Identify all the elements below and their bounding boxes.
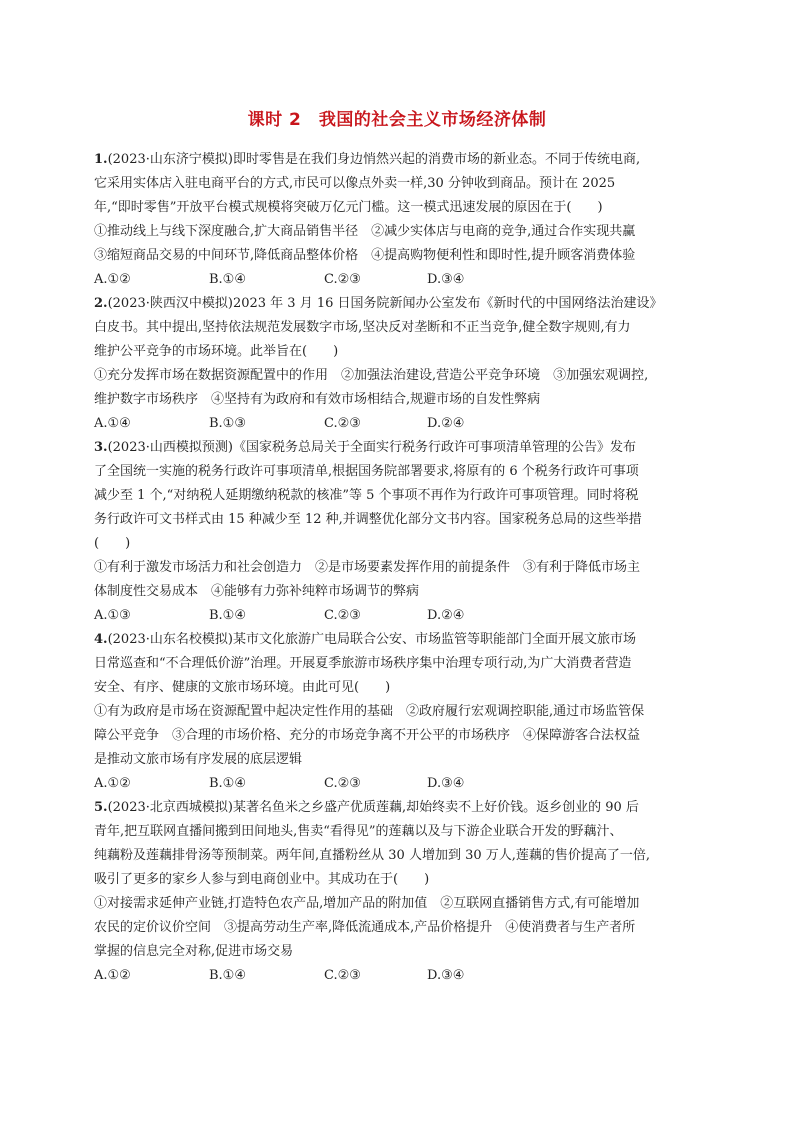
question-text: 了全国统一实施的税务行政许可事项清单,根据国务院部署要求,将原有的 6 个税务行政许可事项 bbox=[94, 464, 639, 479]
question-text: 它采用实体店入驻电商平台的方式,市民可以像点外卖一样,30 分钟收到商品。预计在 2025 bbox=[94, 176, 616, 191]
question-line bbox=[94, 844, 650, 868]
question-number: 5. bbox=[94, 800, 108, 815]
question-line bbox=[94, 580, 419, 604]
question-text: (2023·陕西汉中模拟)2023 年 3 月 16 日国务院新闻办公室发布《新时代的中国网络法治建设》 bbox=[107, 296, 663, 311]
question-text: 体制度性交易成本 ④能够有力弥补纯粹市场调节的弊病 bbox=[94, 584, 420, 599]
question-line bbox=[94, 508, 642, 532]
question-text: 白皮书。其中提出,坚持依法规范发展数字市场,坚决反对垄断和不正当竞争,健全数字规则,有力 bbox=[94, 320, 631, 335]
answer-option-c[interactable]: C.②③ bbox=[324, 416, 361, 431]
answer-option-d[interactable]: D.③④ bbox=[427, 776, 465, 791]
question-line bbox=[94, 364, 648, 388]
question-text: 年,“即时零售”开放平台模式规模将突破万亿元门槛。这一模式迅速发展的原因在于( ) bbox=[94, 200, 603, 215]
question-line bbox=[94, 868, 429, 892]
question-line bbox=[94, 340, 338, 364]
answer-option-c[interactable]: C.②③ bbox=[324, 272, 361, 287]
question-line bbox=[94, 316, 631, 340]
question-text: 务行政许可文书样式由 15 种减少至 12 种,并调整优化部分文书内容。国家税务总局的这些举措 bbox=[94, 512, 642, 527]
question-line bbox=[94, 388, 540, 412]
question-text: 掌握的信息完全对称,促进市场交易 bbox=[94, 944, 294, 959]
answer-option-c[interactable]: C.②③ bbox=[324, 776, 361, 791]
question-line bbox=[94, 916, 635, 940]
question-line bbox=[94, 724, 640, 748]
page-title: 课时 2 我国的社会主义市场经济体制 bbox=[247, 110, 547, 130]
question-text: 维护数字市场秩序 ④坚持有为政府和有效市场相结合,规避市场的自发性弊病 bbox=[94, 392, 541, 407]
question-line bbox=[94, 628, 636, 652]
question-text: 日常巡查和“不合理低价游”治理。开展夏季旅游市场秩序集中治理专项行动,为广大消费者营造 bbox=[94, 656, 632, 671]
question-text: 安全、有序、健康的文旅市场环境。由此可见( ) bbox=[94, 680, 391, 695]
question-line bbox=[94, 700, 644, 724]
question-line bbox=[94, 196, 603, 220]
question-line bbox=[94, 652, 631, 676]
question-text: (2023·北京西城模拟)某著名鱼米之乡盛产优质莲藕,却始终卖不上好价钱。返乡创业的 90 后 bbox=[107, 800, 639, 815]
question-number: 4. bbox=[94, 632, 108, 647]
question-line bbox=[94, 820, 623, 844]
answer-option-d[interactable]: D.②④ bbox=[427, 416, 465, 431]
question-line bbox=[94, 940, 293, 964]
question-number: 3. bbox=[94, 440, 108, 455]
answer-option-b[interactable]: B.①④ bbox=[209, 608, 246, 623]
answer-option-d[interactable]: D.②④ bbox=[427, 608, 465, 623]
question-text: 是推动文旅市场有序发展的底层逻辑 bbox=[94, 752, 303, 767]
question-number: 1. bbox=[94, 152, 108, 167]
question-number: 2. bbox=[94, 296, 108, 311]
question-line bbox=[94, 892, 639, 916]
question-line bbox=[94, 220, 635, 244]
question-line bbox=[94, 796, 639, 820]
question-line bbox=[94, 556, 640, 580]
answer-option-a[interactable]: A.①② bbox=[94, 272, 131, 287]
question-text: 减少至 1 个,“对纳税人延期缴纳税款的核准”等 5 个事项不再作为行政许可事项管理。同时将税 bbox=[94, 488, 639, 503]
answer-option-b[interactable]: B.①④ bbox=[209, 776, 246, 791]
answer-option-a[interactable]: A.①② bbox=[94, 968, 131, 983]
question-text: 维护公平竞争的市场环境。此举旨在( ) bbox=[94, 344, 339, 359]
question-line bbox=[94, 148, 640, 172]
question-line bbox=[94, 172, 615, 196]
answer-option-a[interactable]: A.①④ bbox=[94, 416, 131, 431]
answer-option-b[interactable]: B.①③ bbox=[209, 416, 246, 431]
question-line bbox=[94, 460, 639, 484]
answer-option-a[interactable]: A.①② bbox=[94, 776, 131, 791]
answer-option-d[interactable]: D.③④ bbox=[427, 272, 465, 287]
question-text: 纯藕粉及莲藕排骨汤等预制菜。两年间,直播粉丝从 30 人增加到 30 万人,莲藕的售价提高了一倍, bbox=[94, 848, 651, 863]
question-line bbox=[94, 244, 635, 268]
question-text: (2023·山西模拟预测)《国家税务总局关于全面实行税务行政许可事项清单管理的公告》发布 bbox=[107, 440, 636, 455]
question-line bbox=[94, 748, 302, 772]
question-line bbox=[94, 532, 130, 556]
question-line bbox=[94, 484, 639, 508]
question-line bbox=[94, 676, 390, 700]
question-line bbox=[94, 292, 663, 316]
question-text: 农民的定价议价空间 ③提高劳动生产率,降低流通成本,产品价格提升 ④使消费者与生产者所 bbox=[94, 920, 636, 935]
question-text: ③缩短商品交易的中间环节,降低商品整体价格 ④提高购物便利性和即时性,提升顾客消费体验 bbox=[94, 248, 636, 263]
question-text: 青年,把互联网直播间搬到田间地头,售卖“看得见”的莲藕以及与下游企业联合开发的野藕汁、 bbox=[94, 824, 623, 839]
answer-option-c[interactable]: C.②③ bbox=[324, 968, 361, 983]
question-text: ①有利于激发市场活力和社会创造力 ②是市场要素发挥作用的前提条件 ③有利于降低市场主 bbox=[94, 560, 641, 575]
question-text: ①推动线上与线下深度融合,扩大商品销售半径 ②减少实体店与电商的竞争,通过合作实现共赢 bbox=[94, 224, 636, 239]
question-text: ①有为政府是市场在资源配置中起决定性作用的基础 ②政府履行宏观调控职能,通过市场监管保 bbox=[94, 704, 645, 719]
question-text: (2023·山东名校模拟)某市文化旅游广电局联合公安、市场监管等职能部门全面开展文旅市场 bbox=[107, 632, 636, 647]
question-line bbox=[94, 436, 636, 460]
question-text: ①对接需求延伸产业链,打造特色农产品,增加产品的附加值 ②互联网直播销售方式,有可能增加 bbox=[94, 896, 640, 911]
answer-option-b[interactable]: B.①④ bbox=[209, 272, 246, 287]
answer-option-d[interactable]: D.③④ bbox=[427, 968, 465, 983]
question-text: (2023·山东济宁模拟)即时零售是在我们身边悄然兴起的消费市场的新业态。不同于传统电商, bbox=[107, 152, 641, 167]
question-text: ①充分发挥市场在数据资源配置中的作用 ②加强法治建设,营造公平竞争环境 ③加强宏观调控, bbox=[94, 368, 649, 383]
answer-option-c[interactable]: C.②③ bbox=[324, 608, 361, 623]
answer-option-a[interactable]: A.①③ bbox=[94, 608, 131, 623]
answer-option-b[interactable]: B.①④ bbox=[209, 968, 246, 983]
question-text: 吸引了更多的家乡人参与到电商创业中。其成功在于( ) bbox=[94, 872, 430, 887]
question-text: ( ) bbox=[94, 536, 131, 551]
question-text: 障公平竞争 ③合理的市场价格、充分的市场竞争离不开公平的市场秩序 ④保障游客合法权益 bbox=[94, 728, 641, 743]
